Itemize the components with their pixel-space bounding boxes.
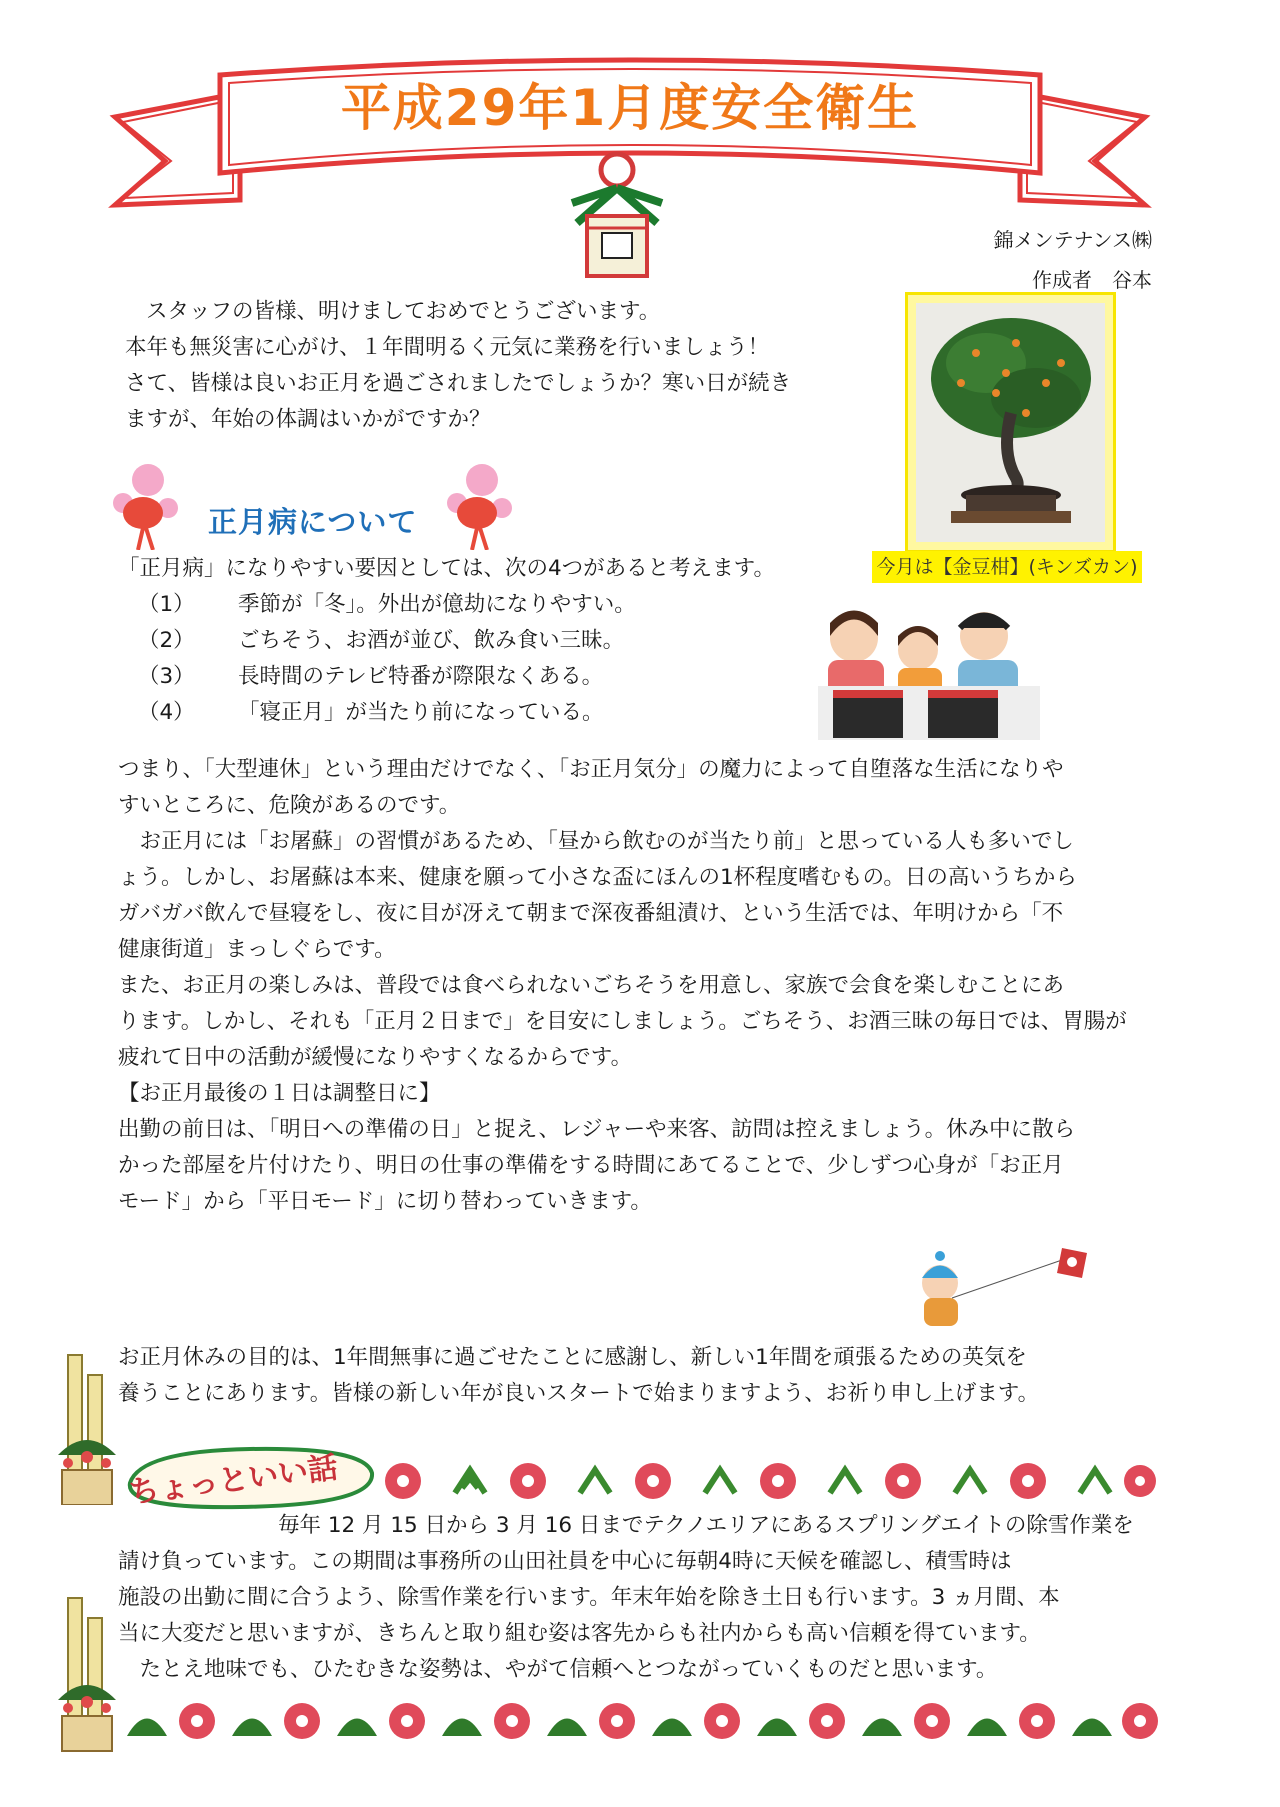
closing-line: お正月休みの目的は、1年間無事に過ごせたことに感謝し、新しい1年間を頑張るための英気を: [118, 1345, 1027, 1370]
body-line: お正月には「お屠蘇」の習慣があるため、「昼から飲むのが当たり前」と思っている人も多いでし: [118, 829, 1074, 854]
story-paragraph: [118, 1508, 1134, 1688]
body-line: 出勤の前日は、「明日への準備の日」と捉え、レジャーや来客、訪問は控えましょう。休み中に散ら: [118, 1117, 1076, 1142]
body-line: すいところに、危険があるのです。: [118, 793, 461, 818]
body-line: ガバガバ飲んで昼寝をし、夜に目が冴えて朝まで深夜番組漬け、という生活では、年明けから「不: [118, 901, 1064, 926]
body-line: つまり、「大型連休」という理由だけでなく、「お正月気分」の魔力によって自堕落な生活になりや: [118, 757, 1064, 782]
kadomatsu-bamboo-icon: [48, 1588, 126, 1753]
story-title: ちょっといい話: [127, 1450, 340, 1511]
story-line: たとえ地味でも、ひたむきな姿勢は、やがて信頼へとつながっていくものだと思います。: [118, 1657, 998, 1682]
section-heading: 正月病について: [208, 505, 418, 539]
body-line: ょう。しかし、お屠蘇は本来、健康を願って小さな盃にほんの1杯程度嗜むもの。日の高いうちから: [118, 865, 1077, 890]
company-name: 錦メンテナンス㈱: [993, 228, 1152, 252]
story-line: 施設の出勤に間に合うよう、除雪作業を行います。年末年始を除き土日も行います。3 ヵ月間、本: [118, 1585, 1060, 1610]
page-title: 平成29年1月度安全衛生: [340, 79, 920, 137]
intro-paragraph: [125, 294, 791, 438]
story-line: 当に大変だと思いますが、きちんと取り組む姿は客先からも社内からも高い信頼を得ています。: [118, 1621, 1041, 1646]
family-osechi-illustration: [818, 598, 1040, 740]
child-kite-illustration: [912, 1248, 1124, 1328]
flower-ornament-icon: [432, 458, 524, 550]
flower-ornament-icon: [98, 458, 190, 550]
factors-block: [118, 551, 775, 731]
list-item: （1） 季節が「冬」。外出が億劫になりやすい。: [138, 592, 636, 617]
list-item: （2） ごちそう、お酒が並び、飲み食い三昧。: [138, 628, 625, 653]
factors-lead: 「正月病」になりやすい要因としては、次の4つがあると考えます。: [118, 556, 775, 581]
body-line: 健康街道」まっしぐらです。: [118, 937, 396, 962]
plum-pine-border-bottom: [122, 1696, 1162, 1746]
closing-line: 養うことにあります。皆様の新しい年が良いスタートで始まりますよう、お祈り申し上げます。: [118, 1381, 1040, 1406]
kadomatsu-top-illustration: [562, 148, 672, 278]
body-line: かった部屋を片付けたり、明日の仕事の準備をする時間にあてることで、少しずつ心身が「お正月: [118, 1153, 1064, 1178]
intro-line: スタッフの皆様、明けましておめでとうございます。: [146, 299, 661, 324]
intro-line: ますが、年始の体調はいかがですか？: [125, 407, 491, 432]
story-line: 毎年 12 月 15 日から 3 月 16 日までテクノエリアにあるスプリングエイトの除雪作業を: [278, 1513, 1134, 1538]
closing-paragraph: [118, 1340, 1039, 1412]
bonsai-tree-icon: [916, 303, 1105, 542]
body-line: ります。しかし、それも「正月２日まで」を目安にしましょう。ごちそう、お酒三昧の毎日では、胃腸が: [118, 1009, 1127, 1034]
kumquat-bonsai-photo: [905, 292, 1116, 553]
subheading: 【お正月最後の１日は調整日に】: [118, 1081, 441, 1106]
photo-caption: 今月は【金豆柑】(キンズカン): [872, 551, 1142, 583]
list-item: （3） 長時間のテレビ特番が際限なくある。: [138, 664, 604, 689]
body-text: [118, 752, 1127, 1220]
body-line: 疲れて日中の活動が緩慢になりやすくなるからです。: [118, 1045, 633, 1070]
intro-line: 本年も無災害に心がけ、１年間明るく元気に業務を行いましょう！: [125, 335, 770, 360]
intro-line: さて、皆様は良いお正月を過ごされましたでしょうか？寒い日が続き: [125, 371, 792, 396]
author-name: 作成者 谷本: [1032, 268, 1152, 292]
body-line: モード」から「平日モード」に切り替わっていきます。: [118, 1189, 652, 1214]
list-item: （4） 「寝正月」が当たり前になっている。: [138, 700, 604, 725]
kadomatsu-bamboo-icon: [48, 1345, 126, 1505]
story-line: 請け負っています。この期間は事務所の山田社員を中心に毎朝4時に天候を確認し、積雪時は: [118, 1549, 1012, 1574]
body-line: また、お正月の楽しみは、普段では食べられないごちそうを用意し、家族で会食を楽しむことにあ: [118, 973, 1065, 998]
plum-bamboo-border-top: [380, 1458, 1160, 1504]
